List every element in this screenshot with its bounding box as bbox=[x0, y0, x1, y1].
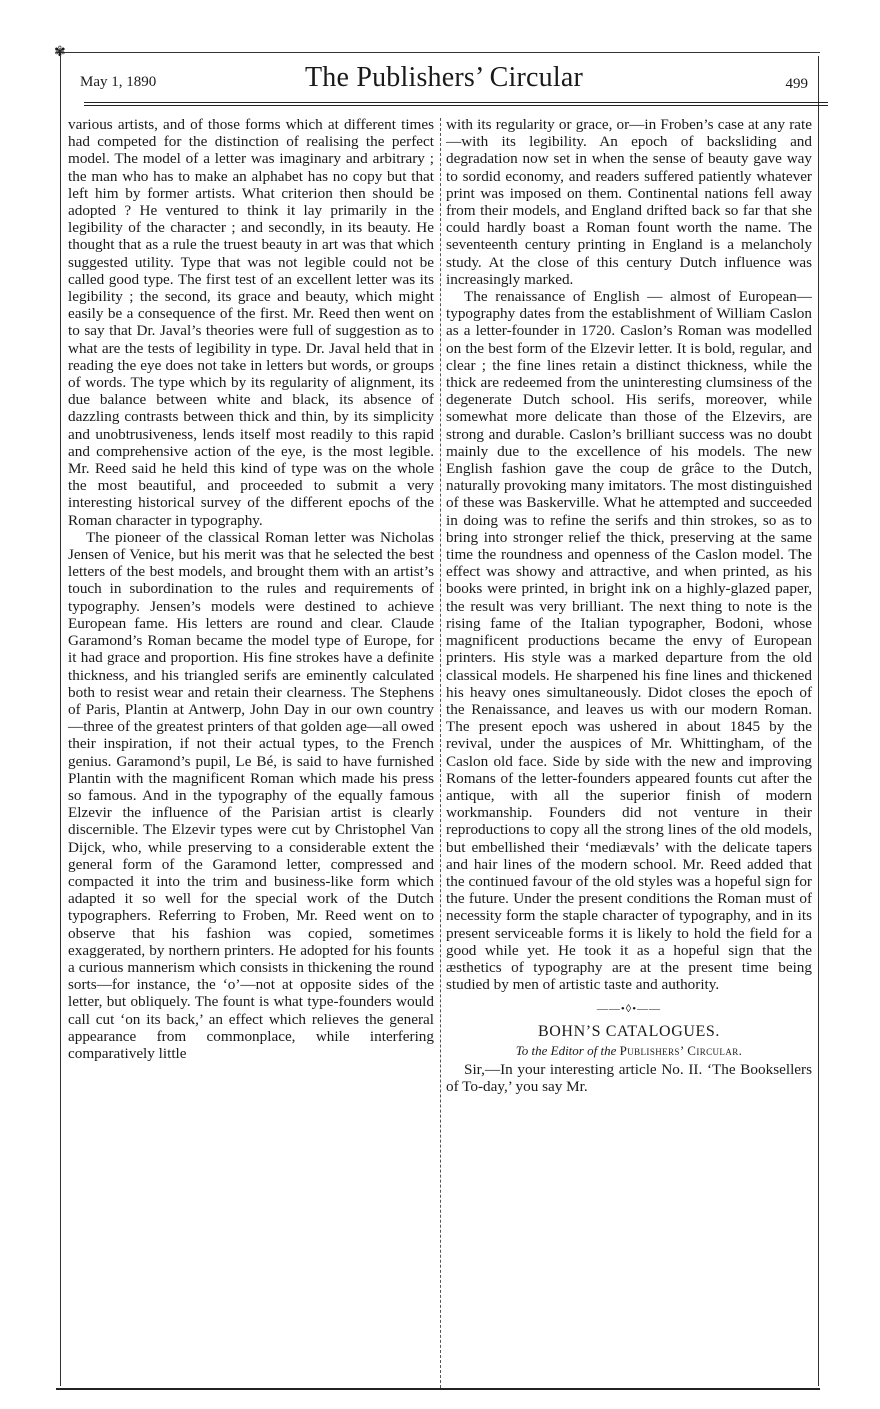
left-column bbox=[68, 116, 434, 1062]
page-number: 499 bbox=[785, 76, 808, 92]
bottom-border-rule bbox=[56, 1388, 820, 1390]
newspaper-page bbox=[56, 58, 814, 1388]
section-subheading bbox=[446, 1042, 812, 1059]
subheading-publication-name: Publishers’ Circular. bbox=[619, 1042, 743, 1058]
header-rule-double bbox=[84, 105, 828, 106]
header-rule bbox=[84, 102, 828, 103]
subheading-prefix: To the Editor of the bbox=[515, 1042, 617, 1058]
right-column bbox=[446, 116, 812, 1095]
letter-paragraph: Sir,—In your interesting article No. II. ‘The Booksellers of To-day,’ you say Mr. bbox=[446, 1060, 812, 1096]
top-border-rule bbox=[56, 52, 820, 53]
paragraph: various artists, and of those forms which at different times had competed for the distinction of realising the perfect model. The model of a letter was imaginary and arbitrary ; the man who has to make an alphabet has no copy but that left him by former artists. What criterion then should be adopted ? He ventured to think it lay primarily in the legibility of the character ; and secondly, in its beauty. He thought that as a rule the truest beauty in art was that which suggested utility. Type that was not legible could not be called good type. The first test of an excellent letter was its legibility ; the second, its grace and beauty, which might easily be a consequence of the first. Mr. Reed then went on to say that Dr. Javal’s theories were full of suggestion as to what are the tests of legibility in type. Dr. Javal held that in reading the eye does not take in letters but words, or groups of words. The type which by its regularity of alignment, its due balance between white and black, its absence of dazzling contrasts between thick and thin, by its simplicity and unobtrusiveness, lends itself most readily to this rapid and comprehensive action of the eye, is the most legible. Mr. Reed said he held this kind of type was on the whole the most beautiful, and proceeded to submit a very interesting historical survey of the different epochs of the Roman character in typography. bbox=[68, 116, 434, 529]
issue-date: May 1, 1890 bbox=[80, 74, 157, 90]
corner-ornament-icon: ✾ bbox=[54, 45, 66, 60]
paragraph: The pioneer of the classical Roman letter was Nicholas Jensen of Venice, but his merit was that he selected the best letters of the best models, and brought them with an artist’s touch in subordination to the rules and requirements of typography. Jensen’s models were destined to achieve European fame. His letters are round and clear. Claude Garamond’s Roman became the model type of Europe, for it had grace and proportion. His fine strokes have a definite thickness, and his triangled serifs are eminently calculated both to resist wear and retain their clearness. The Stephens of Paris, Plantin at Antwerp, John Day in our own country—three of the greatest printers of that golden age—all owed their inspiration, if not their actual types, to the French genius. Garamond’s pupil, Le Bé, is said to have furnished Plantin with the magnificent Roman which made his press so famous. And in the typography of the equally famous Elzevir the influence of the Parisian artist is clearly discernible. The Elzevir types were cut by Christophel Van Dijck, who, while preserving to a considerable extent the general form of the Garamond letter, compressed and compacted it into the trim and business-like form which adapted it so well for the special work of the Dutch typographers. Referring to Froben, Mr. Reed went on to observe that his fashion was copied, sometimes exaggerated, by northern printers. He adopted for his founts a curious mannerism which consists in thickening the round sorts—for instance, the ‘o’—not at opposite sides of the letter, but obliquely. The fount is what type-founders would call cut ‘on its back,’ an effect which relieves the general appearance from commonplace, while interfering comparatively little bbox=[68, 528, 434, 1062]
publication-title: The Publishers’ Circular bbox=[305, 62, 583, 93]
page-header bbox=[74, 58, 814, 98]
paragraph: with its regularity or grace, or—in Froben’s case at any rate—with its legibility. An epoch of backsliding and degradation now set in when the sense of beauty gave way to sordid economy, and readers suffered patiently whatever print was imposed on them. Continental nations fell away from their models, and England drifted back so far that she could hardly boast a Roman fount worth the name. The seventeenth century printing in England is a melancholy study. At the close of this century Dutch influence was increasingly marked. bbox=[446, 116, 812, 288]
column-divider bbox=[440, 118, 441, 1388]
section-heading: BOHN’S CATALOGUES. bbox=[538, 1022, 720, 1040]
paragraph: The renaissance of English — almost of European—typography dates from the establishment of William Caslon as a letter-founder in 1720. Caslon’s Roman was modelled on the best form of the Elzevir letter. It is bold, regular, and clear ; the fine lines retain a distinct thickness, while the thick are redeemed from the uninteresting clumsiness of the degenerate Dutch school. His serifs, moreover, while somewhat more delicate than those of the Elzevirs, are strong and durable. Caslon’s brilliant success was no doubt mainly due to the excellence of his models. The new English fashion gave the coup de grâce to the Dutch, naturally provoking many imitators. The most distinguished of these was Baskerville. What he attempted and succeeded in doing was to refine the serifs and thin strokes, so as to bring into stronger relief the thick, preserving at the same time the roundness and openness of the Caslon model. The effect was showy and attractive, and when printed, as his books were printed, in bright ink on a highly-glazed paper, the result was very brilliant. The next thing to note is the rising fame of the Italian typographer, Bodoni, whose magnificent productions became the envy of European printers. His style was a marked departure from the old classical models. He sharpened his fine lines and thickened his heavy ones simultaneously. Didot closes the epoch of the Renaissance, and leaves us with our modern Roman. The present epoch was ushered in about 1845 by the revival, under the auspices of Mr. Whittingham, of the Caslon old face. Side by side with the new and improving Romans of the letter-founders appeared founts cut after the antique, with all the superior finish of modern workmanship. Founders did not venture in their reproductions to copy all the strong lines of the old models, but embellished their ‘mediævals’ with the delicate tapers and hair lines of the modern school. Mr. Reed added that the continued favour of the old styles was a hopeful sign for the future. Under the present conditions the Roman must of necessity form the staple character of typography, and in its present serviceable forms it is likely to hold the field for a good while yet. He took it as a hopeful sign that the æsthetics of typography are at the present time being studied by men of artistic taste and authority. bbox=[446, 288, 812, 994]
section-divider-ornament: ——•◊•—— bbox=[596, 1003, 662, 1016]
right-border-rule bbox=[818, 56, 819, 1386]
